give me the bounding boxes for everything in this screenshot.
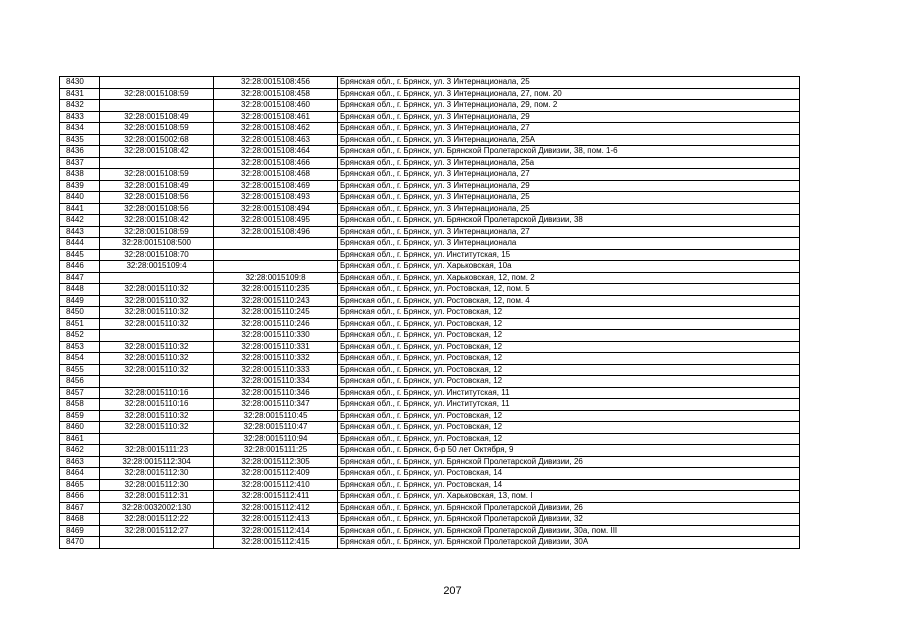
table-row (60, 318, 800, 330)
address-cell: Брянская обл., г. Брянск, ул. Брянской Пролетарской Дивизии, 38, пом. 1-6 (338, 146, 800, 158)
table-row (60, 491, 800, 503)
cadastral-number-cell: 32:28:0015108:464 (214, 146, 338, 158)
row-number-cell: 8433 (60, 111, 100, 123)
row-number-cell: 8453 (60, 341, 100, 353)
table-row (60, 123, 800, 135)
row-number-cell: 8450 (60, 307, 100, 319)
address-cell: Брянская обл., г. Брянск, ул. Ростовская, 12 (338, 341, 800, 353)
parent-cadastral-cell (100, 330, 214, 342)
cadastral-number-cell: 32:28:0015110:347 (214, 399, 338, 411)
page-number: 207 (443, 585, 462, 597)
cadastral-number-cell: 32:28:0015108:496 (214, 226, 338, 238)
parent-cadastral-cell: 32:28:0015112:304 (100, 456, 214, 468)
parent-cadastral-cell (100, 433, 214, 445)
address-cell: Брянская обл., г. Брянск, ул. Ростовская, 12 (338, 410, 800, 422)
parent-cadastral-cell (100, 157, 214, 169)
table-row (60, 307, 800, 319)
cadastral-number-cell: 32:28:0015108:462 (214, 123, 338, 135)
parent-cadastral-cell: 32:28:0015112:27 (100, 525, 214, 537)
cadastral-number-cell: 32:28:0015108:461 (214, 111, 338, 123)
address-cell: Брянская обл., г. Брянск, ул. Харьковская, 10а (338, 261, 800, 273)
cadastral-number-cell: 32:28:0015110:246 (214, 318, 338, 330)
row-number-cell: 8459 (60, 410, 100, 422)
parent-cadastral-cell: 32:28:0015110:32 (100, 353, 214, 365)
row-number-cell: 8466 (60, 491, 100, 503)
table-row (60, 100, 800, 112)
address-cell: Брянская обл., г. Брянск, ул. Ростовская, 12, пом. 5 (338, 284, 800, 296)
address-cell: Брянская обл., г. Брянск, б-р 50 лет Октября, 9 (338, 445, 800, 457)
parent-cadastral-cell (100, 376, 214, 388)
parent-cadastral-cell: 32:28:0015108:500 (100, 238, 214, 250)
table-row (60, 456, 800, 468)
address-cell: Брянская обл., г. Брянск, ул. 3 Интернационала, 25А (338, 134, 800, 146)
row-number-cell: 8446 (60, 261, 100, 273)
address-cell: Брянская обл., г. Брянск, ул. Ростовская, 12 (338, 422, 800, 434)
parent-cadastral-cell: 32:28:0015112:22 (100, 514, 214, 526)
table-row (60, 146, 800, 158)
parent-cadastral-cell: 32:28:0015108:70 (100, 249, 214, 261)
cadastral-number-cell: 32:28:0015112:409 (214, 468, 338, 480)
table-row (60, 537, 800, 549)
parent-cadastral-cell: 32:28:0032002:130 (100, 502, 214, 514)
address-cell: Брянская обл., г. Брянск, ул. 3 Интернационала, 27 (338, 226, 800, 238)
cadastral-number-cell: 32:28:0015112:413 (214, 514, 338, 526)
address-cell: Брянская обл., г. Брянск, ул. Ростовская, 12, пом. 4 (338, 295, 800, 307)
cadastral-number-cell: 32:28:0015108:469 (214, 180, 338, 192)
parent-cadastral-cell: 32:28:0015110:16 (100, 387, 214, 399)
address-cell: Брянская обл., г. Брянск, ул. Ростовская, 12 (338, 330, 800, 342)
parent-cadastral-cell: 32:28:0015110:32 (100, 410, 214, 422)
address-cell: Брянская обл., г. Брянск, ул. Ростовская, 14 (338, 468, 800, 480)
cadastral-number-cell (214, 238, 338, 250)
address-cell: Брянская обл., г. Брянск, ул. Брянской Пролетарской Дивизии, 32 (338, 514, 800, 526)
cadastral-number-cell: 32:28:0015108:468 (214, 169, 338, 181)
address-cell: Брянская обл., г. Брянск, ул. Брянской Пролетарской Дивизии, 38 (338, 215, 800, 227)
cadastral-number-cell (214, 261, 338, 273)
table-row (60, 364, 800, 376)
parent-cadastral-cell: 32:28:0015108:59 (100, 88, 214, 100)
parent-cadastral-cell: 32:28:0015108:49 (100, 111, 214, 123)
address-cell: Брянская обл., г. Брянск, ул. Институтская, 11 (338, 399, 800, 411)
row-number-cell: 8463 (60, 456, 100, 468)
cadastral-number-cell: 32:28:0015110:332 (214, 353, 338, 365)
parent-cadastral-cell: 32:28:0015110:32 (100, 295, 214, 307)
cadastral-number-cell: 32:28:0015112:305 (214, 456, 338, 468)
cadastral-number-cell: 32:28:0015108:495 (214, 215, 338, 227)
row-number-cell: 8460 (60, 422, 100, 434)
cadastral-number-cell: 32:28:0015112:414 (214, 525, 338, 537)
table-row (60, 399, 800, 411)
row-number-cell: 8449 (60, 295, 100, 307)
cadastral-number-cell: 32:28:0015108:466 (214, 157, 338, 169)
address-cell: Брянская обл., г. Брянск, ул. 3 Интернационала, 29 (338, 111, 800, 123)
table-row (60, 502, 800, 514)
row-number-cell: 8456 (60, 376, 100, 388)
parent-cadastral-cell (100, 100, 214, 112)
parent-cadastral-cell: 32:28:0015108:59 (100, 123, 214, 135)
table-row (60, 226, 800, 238)
row-number-cell: 8457 (60, 387, 100, 399)
parent-cadastral-cell: 32:28:0015112:30 (100, 468, 214, 480)
table-row (60, 180, 800, 192)
table-row (60, 134, 800, 146)
table-row (60, 410, 800, 422)
table-row (60, 422, 800, 434)
table-row (60, 284, 800, 296)
table-row (60, 330, 800, 342)
cadastral-number-cell: 32:28:0015112:410 (214, 479, 338, 491)
table-row (60, 433, 800, 445)
table-row (60, 111, 800, 123)
row-number-cell: 8469 (60, 525, 100, 537)
row-number-cell: 8464 (60, 468, 100, 480)
row-number-cell: 8470 (60, 537, 100, 549)
cadastral-number-cell: 32:28:0015108:456 (214, 77, 338, 89)
row-number-cell: 8431 (60, 88, 100, 100)
table-row (60, 77, 800, 89)
cadastral-number-cell: 32:28:0015110:235 (214, 284, 338, 296)
table-row (60, 192, 800, 204)
row-number-cell: 8467 (60, 502, 100, 514)
cadastral-number-cell: 32:28:0015111:25 (214, 445, 338, 457)
cadastral-number-cell: 32:28:0015110:94 (214, 433, 338, 445)
row-number-cell: 8448 (60, 284, 100, 296)
parent-cadastral-cell (100, 77, 214, 89)
row-number-cell: 8434 (60, 123, 100, 135)
cadastral-number-cell: 32:28:0015110:47 (214, 422, 338, 434)
parent-cadastral-cell: 32:28:0015111:23 (100, 445, 214, 457)
table-row (60, 272, 800, 284)
table-row (60, 169, 800, 181)
parent-cadastral-cell: 32:28:0015109:4 (100, 261, 214, 273)
row-number-cell: 8439 (60, 180, 100, 192)
parent-cadastral-cell: 32:28:0015108:42 (100, 215, 214, 227)
address-cell: Брянская обл., г. Брянск, ул. Харьковская, 12, пом. 2 (338, 272, 800, 284)
row-number-cell: 8461 (60, 433, 100, 445)
address-cell: Брянская обл., г. Брянск, ул. Брянской Пролетарской Дивизии, 30А (338, 537, 800, 549)
cadastral-number-cell: 32:28:0015112:415 (214, 537, 338, 549)
parent-cadastral-cell: 32:28:0015108:56 (100, 192, 214, 204)
cadastral-number-cell: 32:28:0015108:460 (214, 100, 338, 112)
address-cell: Брянская обл., г. Брянск, ул. 3 Интернационала, 29 (338, 180, 800, 192)
parent-cadastral-cell: 32:28:0015110:16 (100, 399, 214, 411)
cadastral-number-cell: 32:28:0015110:245 (214, 307, 338, 319)
row-number-cell: 8441 (60, 203, 100, 215)
table-row (60, 514, 800, 526)
address-cell: Брянская обл., г. Брянск, ул. Институтская, 11 (338, 387, 800, 399)
table-row (60, 238, 800, 250)
row-number-cell: 8454 (60, 353, 100, 365)
address-cell: Брянская обл., г. Брянск, ул. 3 Интернационала, 27, пом. 20 (338, 88, 800, 100)
address-cell: Брянская обл., г. Брянск, ул. Ростовская, 14 (338, 479, 800, 491)
cadastral-number-cell: 32:28:0015108:493 (214, 192, 338, 204)
address-cell: Брянская обл., г. Брянск, ул. Ростовская, 12 (338, 353, 800, 365)
row-number-cell: 8451 (60, 318, 100, 330)
table-row (60, 261, 800, 273)
cadastral-number-cell: 32:28:0015110:331 (214, 341, 338, 353)
table-row (60, 249, 800, 261)
registry-table-body (60, 77, 800, 549)
parent-cadastral-cell: 32:28:0015002:68 (100, 134, 214, 146)
table-row (60, 203, 800, 215)
address-cell: Брянская обл., г. Брянск, ул. Ростовская, 12 (338, 364, 800, 376)
parent-cadastral-cell: 32:28:0015110:32 (100, 422, 214, 434)
table-row (60, 387, 800, 399)
table-row (60, 445, 800, 457)
cadastral-number-cell: 32:28:0015110:330 (214, 330, 338, 342)
parent-cadastral-cell: 32:28:0015110:32 (100, 364, 214, 376)
row-number-cell: 8452 (60, 330, 100, 342)
row-number-cell: 8436 (60, 146, 100, 158)
parent-cadastral-cell: 32:28:0015108:56 (100, 203, 214, 215)
address-cell: Брянская обл., г. Брянск, ул. 3 Интернационала, 27 (338, 123, 800, 135)
address-cell: Брянская обл., г. Брянск, ул. Ростовская, 12 (338, 307, 800, 319)
table-row (60, 468, 800, 480)
cadastral-number-cell: 32:28:0015108:463 (214, 134, 338, 146)
parent-cadastral-cell: 32:28:0015110:32 (100, 318, 214, 330)
address-cell: Брянская обл., г. Брянск, ул. 3 Интернационала (338, 238, 800, 250)
row-number-cell: 8465 (60, 479, 100, 491)
cadastral-number-cell: 32:28:0015112:412 (214, 502, 338, 514)
row-number-cell: 8447 (60, 272, 100, 284)
parent-cadastral-cell: 32:28:0015112:30 (100, 479, 214, 491)
row-number-cell: 8442 (60, 215, 100, 227)
cadastral-number-cell: 32:28:0015110:346 (214, 387, 338, 399)
cadastral-number-cell: 32:28:0015109:8 (214, 272, 338, 284)
parent-cadastral-cell: 32:28:0015110:32 (100, 341, 214, 353)
address-cell: Брянская обл., г. Брянск, ул. Брянской Пролетарской Дивизии, 26 (338, 456, 800, 468)
parent-cadastral-cell: 32:28:0015108:59 (100, 226, 214, 238)
table-row (60, 479, 800, 491)
parent-cadastral-cell: 32:28:0015110:32 (100, 284, 214, 296)
address-cell: Брянская обл., г. Брянск, ул. 3 Интернационала, 25а (338, 157, 800, 169)
address-cell: Брянская обл., г. Брянск, ул. Брянской Пролетарской Дивизии, 30а, пом. III (338, 525, 800, 537)
cadastral-number-cell: 32:28:0015108:494 (214, 203, 338, 215)
row-number-cell: 8458 (60, 399, 100, 411)
parent-cadastral-cell (100, 272, 214, 284)
table-row (60, 157, 800, 169)
parent-cadastral-cell: 32:28:0015110:32 (100, 307, 214, 319)
table-row (60, 376, 800, 388)
address-cell: Брянская обл., г. Брянск, ул. Харьковская, 13, пом. I (338, 491, 800, 503)
cadastral-number-cell: 32:28:0015112:411 (214, 491, 338, 503)
address-cell: Брянская обл., г. Брянск, ул. 3 Интернационала, 25 (338, 203, 800, 215)
cadastral-number-cell: 32:28:0015110:334 (214, 376, 338, 388)
cadastral-number-cell: 32:28:0015110:333 (214, 364, 338, 376)
registry-table (59, 76, 800, 549)
row-number-cell: 8444 (60, 238, 100, 250)
parent-cadastral-cell: 32:28:0015108:42 (100, 146, 214, 158)
row-number-cell: 8445 (60, 249, 100, 261)
address-cell: Брянская обл., г. Брянск, ул. 3 Интернационала, 25 (338, 192, 800, 204)
row-number-cell: 8438 (60, 169, 100, 181)
address-cell: Брянская обл., г. Брянск, ул. Ростовская, 12 (338, 318, 800, 330)
table-row (60, 353, 800, 365)
address-cell: Брянская обл., г. Брянск, ул. Институтская, 15 (338, 249, 800, 261)
cadastral-number-cell: 32:28:0015110:45 (214, 410, 338, 422)
table-row (60, 215, 800, 227)
parent-cadastral-cell (100, 537, 214, 549)
address-cell: Брянская обл., г. Брянск, ул. Ростовская, 12 (338, 376, 800, 388)
table-row (60, 295, 800, 307)
row-number-cell: 8432 (60, 100, 100, 112)
row-number-cell: 8435 (60, 134, 100, 146)
row-number-cell: 8462 (60, 445, 100, 457)
table-row (60, 341, 800, 353)
parent-cadastral-cell: 32:28:0015112:31 (100, 491, 214, 503)
address-cell: Брянская обл., г. Брянск, ул. 3 Интернационала, 25 (338, 77, 800, 89)
cadastral-number-cell: 32:28:0015110:243 (214, 295, 338, 307)
address-cell: Брянская обл., г. Брянск, ул. Ростовская, 12 (338, 433, 800, 445)
row-number-cell: 8455 (60, 364, 100, 376)
table-row (60, 88, 800, 100)
row-number-cell: 8440 (60, 192, 100, 204)
cadastral-number-cell: 32:28:0015108:458 (214, 88, 338, 100)
table-row (60, 525, 800, 537)
row-number-cell: 8430 (60, 77, 100, 89)
row-number-cell: 8443 (60, 226, 100, 238)
parent-cadastral-cell: 32:28:0015108:59 (100, 169, 214, 181)
row-number-cell: 8468 (60, 514, 100, 526)
parent-cadastral-cell: 32:28:0015108:49 (100, 180, 214, 192)
cadastral-number-cell (214, 249, 338, 261)
address-cell: Брянская обл., г. Брянск, ул. Брянской Пролетарской Дивизии, 26 (338, 502, 800, 514)
row-number-cell: 8437 (60, 157, 100, 169)
address-cell: Брянская обл., г. Брянск, ул. 3 Интернационала, 27 (338, 169, 800, 181)
address-cell: Брянская обл., г. Брянск, ул. 3 Интернационала, 29, пом. 2 (338, 100, 800, 112)
